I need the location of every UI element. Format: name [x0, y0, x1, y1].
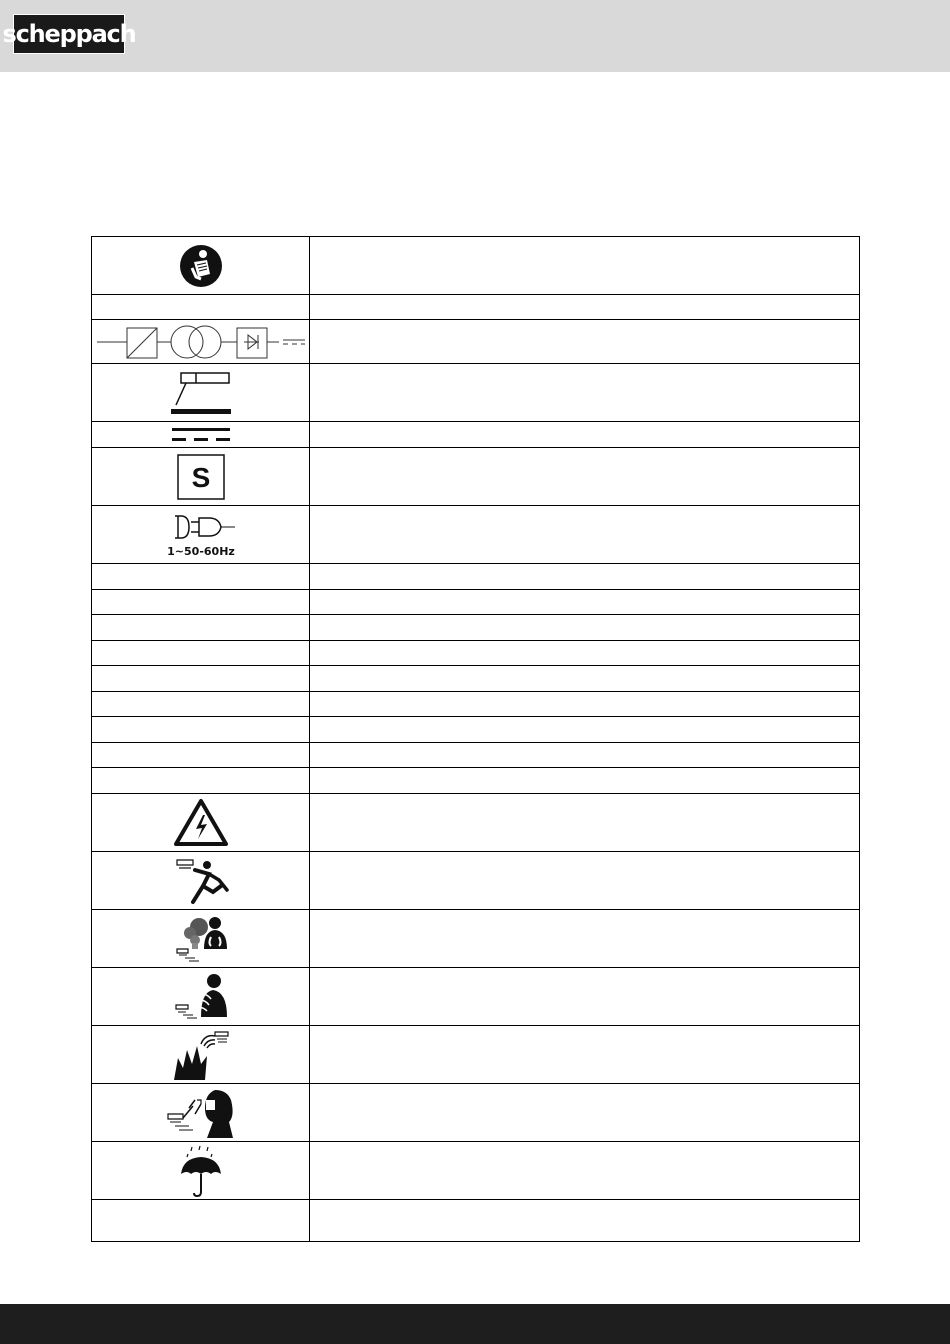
svg-text:S: S [191, 461, 210, 493]
table-row [92, 564, 860, 590]
description-cell [310, 448, 860, 506]
symbol-cell [92, 910, 310, 968]
table-row [92, 422, 860, 448]
table-row [92, 448, 860, 506]
symbol-cell [92, 237, 310, 295]
symbol-cell [92, 422, 310, 448]
welding-fumes-icon [173, 913, 229, 965]
welding-helmet-icon [165, 1086, 237, 1140]
s-symbol-icon [177, 454, 225, 500]
table-row [92, 852, 860, 910]
symbol-cell [92, 1026, 310, 1084]
table-row [92, 910, 860, 968]
fire-explosion-icon [171, 1028, 231, 1082]
symbol-cell [92, 692, 310, 717]
description-cell [310, 237, 860, 295]
description-cell [310, 1026, 860, 1084]
table-row [92, 666, 860, 692]
table-row [92, 320, 860, 364]
description-cell [310, 506, 860, 564]
description-cell [310, 666, 860, 692]
description-cell [310, 852, 860, 910]
table-row [92, 615, 860, 641]
table-row [92, 1200, 860, 1242]
description-cell [310, 590, 860, 615]
header-bar [0, 0, 950, 72]
description-cell [310, 717, 860, 743]
description-cell [310, 743, 860, 768]
symbol-cell [92, 666, 310, 692]
table-row [92, 794, 860, 852]
table-row [92, 1026, 860, 1084]
table-row [92, 717, 860, 743]
description-cell [310, 320, 860, 364]
symbol-cell [92, 968, 310, 1026]
description-cell [310, 1142, 860, 1200]
symbol-cell [92, 615, 310, 641]
symbol-cell [92, 794, 310, 852]
table-row [92, 1142, 860, 1200]
symbol-cell [92, 1200, 310, 1242]
table-row [92, 590, 860, 615]
description-cell [310, 910, 860, 968]
welding-electrode-icon [168, 369, 234, 417]
symbol-cell [92, 364, 310, 422]
table-row [92, 295, 860, 320]
arc-radiation-icon [173, 971, 229, 1023]
high-voltage-warning-icon [173, 798, 229, 848]
symbol-table [91, 236, 860, 1242]
table-row [92, 968, 860, 1026]
description-cell [310, 1200, 860, 1242]
symbol-cell [92, 448, 310, 506]
symbol-cell [92, 295, 310, 320]
symbol-cell [92, 641, 310, 666]
inverter-diagram-icon [93, 324, 308, 360]
symbol-cell [92, 717, 310, 743]
direct-current-icon [171, 426, 231, 444]
description-cell [310, 295, 860, 320]
symbol-cell [92, 564, 310, 590]
table-row [92, 506, 860, 564]
table-row [92, 1084, 860, 1142]
table-row [92, 364, 860, 422]
table-row [92, 692, 860, 717]
symbol-cell [92, 852, 310, 910]
symbol-cell [92, 1084, 310, 1142]
symbol-cell [92, 768, 310, 794]
table-row [92, 743, 860, 768]
symbol-cell [92, 590, 310, 615]
svg-text:1~50-60Hz: 1~50-60Hz [166, 544, 235, 558]
description-cell [310, 615, 860, 641]
symbol-cell [92, 743, 310, 768]
description-cell [310, 968, 860, 1026]
footer-bar [0, 1304, 950, 1344]
symbol-cell [92, 1142, 310, 1200]
description-cell [310, 422, 860, 448]
table-row [92, 768, 860, 794]
umbrella-rain-icon [179, 1144, 223, 1198]
description-cell [310, 768, 860, 794]
description-cell [310, 364, 860, 422]
description-cell [310, 794, 860, 852]
electric-shock-icon [171, 856, 231, 906]
description-cell [310, 641, 860, 666]
symbol-cell [92, 320, 310, 364]
description-cell [310, 564, 860, 590]
description-cell [310, 692, 860, 717]
symbol-cell [92, 506, 310, 564]
mains-plug-icon [161, 511, 241, 559]
read-manual-icon [179, 244, 223, 288]
table-row [92, 641, 860, 666]
description-cell [310, 1084, 860, 1142]
brand-logo: scheppach [13, 14, 125, 54]
table-row [92, 237, 860, 295]
